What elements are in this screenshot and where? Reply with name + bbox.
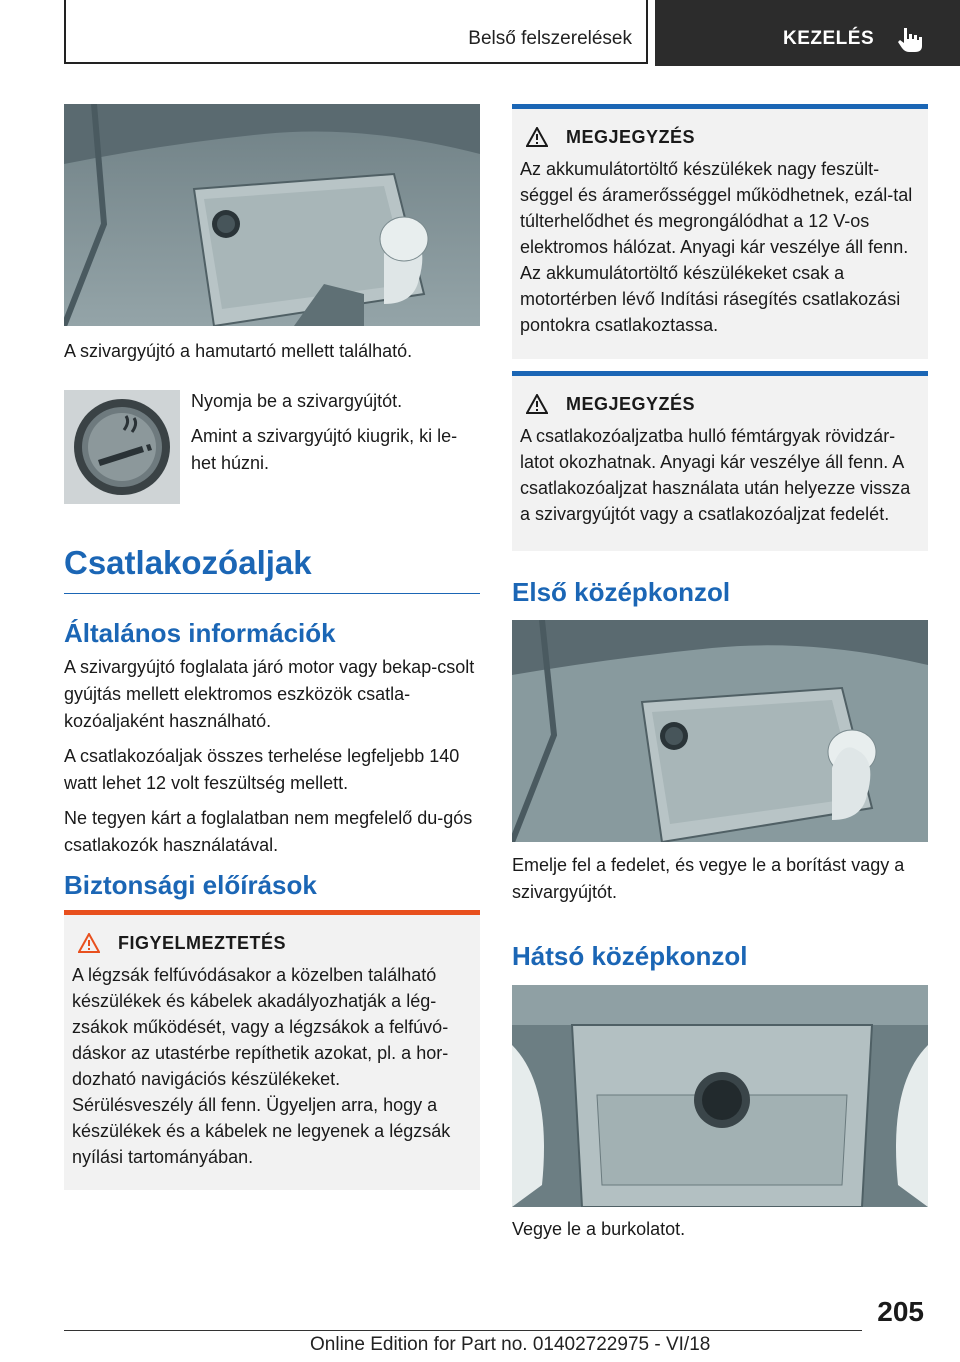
note-bar xyxy=(512,371,928,376)
cigarette-lighter-icon-photo xyxy=(64,390,180,504)
warning-box xyxy=(64,910,480,1190)
page-title: Csatlakozóaljak xyxy=(64,543,480,594)
note-box-charger xyxy=(512,104,928,359)
warning-title-row xyxy=(72,930,472,956)
step-press-lighter: Nyomja be a szivargyújtót. xyxy=(191,391,403,411)
header-chapter-title: KEZELÉS xyxy=(783,28,875,49)
caption-cigarette-lighter-location: A szivargyújtó a hamutartó mellett található. xyxy=(64,341,413,361)
page-number: 205 xyxy=(877,1296,924,1327)
header-chapter-tab xyxy=(655,0,960,66)
console-ashtray-photo xyxy=(64,104,480,326)
hand-pointer-icon xyxy=(895,24,925,54)
section-rear-console: Hátsó középkonzol xyxy=(512,941,748,971)
header-section-tab xyxy=(64,0,648,64)
note-text-charger: Az akkumulátortöltő készülékek nagy feszült-séggel és áramerősséggel működhetnek, ezál-tal túlterhelődhet és megrongálódhat a 12 V-os elektromos hálózat. Anyagi kár veszélye áll fenn. Az akkumulátortöltő készülékeket csak a motortérben lévő Indítási rásegítés csatlakozási pontokra csatlakoztassa. xyxy=(520,159,913,335)
note-box-metal-objects xyxy=(512,371,928,551)
note-bar xyxy=(512,104,928,109)
note-text-metal-objects: A csatlakozóaljzatba hulló fémtárgyak rövidzár-latot okozhatnak. Anyagi kár veszélye áll fenn. A csatlakozóaljzat használata után helyezze vissza a szivargyújtót vagy a csatlakozóaljzat fedelét. xyxy=(520,426,911,524)
header-section-title: Belső felszerelések xyxy=(468,28,632,49)
general-info-para-3: Ne tegyen kárt a foglalatban nem megfelelő du-gós csatlakozók használatával. xyxy=(64,808,473,855)
general-info-para-2: A csatlakozóaljak összes terhelése legfeljebb 140 watt lehet 12 volt feszültség mellett. xyxy=(64,746,460,793)
warning-text-2: Sérülésveszély áll fenn. Ügyeljen arra, hogy a készülékek és a kábelek ne legyenek a légzsák nyílási tartományában. xyxy=(72,1095,451,1167)
warning-triangle-icon xyxy=(526,394,548,414)
warning-triangle-icon xyxy=(526,127,548,147)
instruction-steps xyxy=(191,388,481,477)
section-front-console: Első középkonzol xyxy=(512,577,731,607)
note-title: MEGJEGYZÉS xyxy=(566,127,696,147)
rear-console-photo xyxy=(512,985,928,1207)
general-info-para-1: A szivargyújtó foglalata járó motor vagy bekap-csolt gyújtás mellett elektromos eszközök csatla-kozóaljaként használható. xyxy=(64,657,475,731)
general-info-body xyxy=(64,654,480,859)
warning-text-1: A légzsák felfúvódásakor a közelben található készülékek és kábelek akadályozhatják a lég-zsákok működését, vagy a légzsákok a felfúvó-dáskor az utastérbe repíthetik azokat, pl. a hor-dozható navigációs készülékeket. xyxy=(72,965,449,1089)
note-title: MEGJEGYZÉS xyxy=(566,394,696,414)
footer-edition: Online Edition for Part no. 01402722975 - VI/18 xyxy=(310,1334,711,1355)
warning-title: FIGYELMEZTETÉS xyxy=(118,933,287,953)
note-title-row xyxy=(520,124,920,150)
section-safety: Biztonsági előírások xyxy=(64,870,317,900)
warning-bar xyxy=(64,910,480,915)
footer-divider xyxy=(64,1330,862,1331)
front-console-photo xyxy=(512,620,928,842)
section-general-info: Általános információk xyxy=(64,618,336,648)
step-remove-lighter: Amint a szivargyújtó kiugrik, ki le-het húzni. xyxy=(191,426,458,473)
caption-rear-console: Vegye le a burkolatot. xyxy=(512,1219,686,1239)
note-title-row xyxy=(520,391,920,417)
warning-triangle-icon xyxy=(78,933,100,953)
caption-front-console: Emelje fel a fedelet, és vegye le a borítást vagy a szivargyújtót. xyxy=(512,855,905,902)
